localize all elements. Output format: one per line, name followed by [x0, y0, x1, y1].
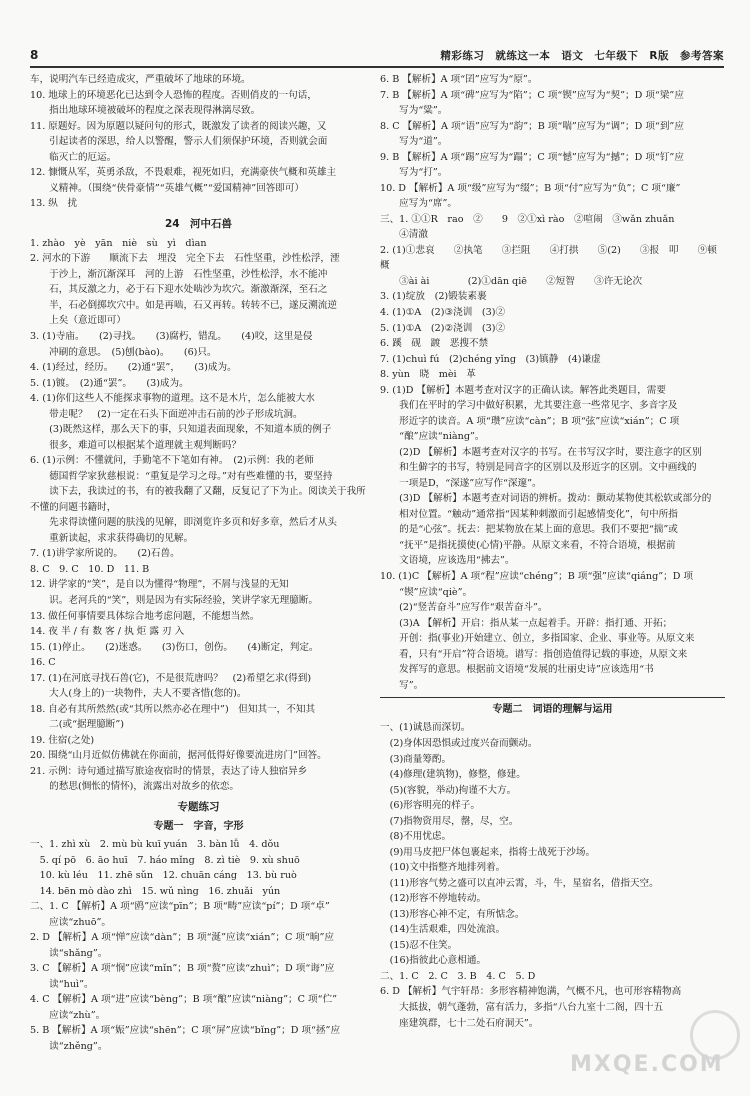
- answer-line: 一、1. zhì xù 2. mù bù kuī yuán 3. bàn lǚ 4. dǒu: [30, 839, 280, 851]
- answer-line: 12. 讲学家的“笑”，是自以为懂得“物理”，不屑与浅显的无知: [30, 579, 289, 591]
- answer-line: 6. 蹊 砚 踱 恶搜不禁: [380, 338, 489, 350]
- answer-line: 指出地球环境被破坏的程度之深表现得淋漓尽致。: [30, 105, 261, 117]
- answer-line: 带走呢？ (2)一定在石头下面逆冲击石前的沙子形成坑洞。: [30, 408, 303, 420]
- answer-line: 20. 围绕“山月近似仿佛就在你面前，据河低得好像要流进房门”回答。: [30, 750, 327, 762]
- answer-line: 应写为“席”。: [380, 198, 457, 210]
- page-header: [30, 48, 724, 66]
- answer-line: 1. zhào yè yān niè sù yì dìan: [30, 237, 207, 249]
- answer-line: 开创：指(事业)开始建立、创立，多指国家、企业、事业等。从原文来: [380, 633, 695, 645]
- section-heading-topic2: 专题二 词语的理解与运用: [492, 704, 613, 716]
- answer-line: (4)修理(建筑物)，修整，修建。: [380, 769, 526, 781]
- answer-line: 12. 慷慨从军，英勇杀敌，不畏艰难，视死如归，充满豪侠气概和英雄主: [30, 167, 337, 179]
- watermark-text: MXQE.COM: [570, 1052, 724, 1077]
- answers-block-a: [30, 72, 367, 212]
- answer-line: “酿”应读“niàng”。: [380, 431, 485, 443]
- answer-line: 座建筑群，七十二处石府洞天”。: [380, 1017, 539, 1029]
- answer-line: (6)形容明亮的样子。: [380, 800, 480, 812]
- answer-line: 8. yùn 晓 mèi 革: [380, 369, 476, 381]
- answer-line: 义精神。（围绕“侠骨豪情”“英雄气概”“爱国精神”回答即可）: [30, 182, 305, 194]
- answer-line: (2)D 【解析】本题考查对汉字的书写。在书写汉字时，要注意字的区别: [380, 446, 702, 458]
- answer-line: (14)生活艰难，四处流浪。: [380, 924, 506, 936]
- answer-line: 三、1. ①①R rao ② 9 ②①xì rào ②喧闹 ③wǎn zhuǎn: [380, 213, 675, 225]
- answer-line: 发挥写的意思。根据前文语境“发展的壮丽史诗”应该选用“书: [380, 664, 654, 676]
- answer-line: 重新读起，求求获得确切的见解。: [30, 532, 194, 544]
- section-heading-topic1: 专题一 字音，字形: [153, 820, 244, 832]
- answer-line: 7. B 【解析】A 项“碑”应写为“陷”；C 项“锲”应写为“契”；D 项“梁”应: [380, 89, 684, 101]
- answer-line: (10)文中指整齐地排列着。: [380, 862, 506, 874]
- answer-line: 4. C 【解析】A 项“进”应读“bèng”；B 项“酿”应读“niàng”；C 项“伫”: [30, 994, 338, 1006]
- answer-line: 于沙上，渐沉渐深耳 河的上游 石性坚重，沙性松浮，水不能冲: [30, 268, 328, 280]
- answer-line: 看，只有“开启”符合语境。谱写：指创造值得记载的事迹，从原文来: [380, 648, 688, 660]
- answer-line: 16. C: [30, 657, 56, 669]
- answer-line: 13. 做任何事情要具体综合地考虑问题，不能想当然。: [30, 610, 260, 622]
- answer-line: 5. B 【解析】A 项“娠”应读“shēn”；C 项“屏”应读“bǐng”；D 项“拯”应: [30, 1025, 341, 1037]
- watermark: [560, 1040, 740, 1090]
- answer-line: 相对位置。“触动”通常指“因某种刺激而引起感情变化”，句中所指: [380, 508, 678, 520]
- answers-block-c: [30, 837, 367, 1054]
- answer-line: 7. (1)讲学家所说的。 (2)石兽。: [30, 548, 180, 560]
- topic-divider: [380, 697, 725, 698]
- answer-line: 读“huì”。: [30, 978, 94, 990]
- answer-line: 和生僻字的书写，特别是同音字的区别以及形近字的区别。文中画线的: [380, 462, 697, 474]
- answer-line: 的愁思(惆怅的情怀)，流露出对故乡的依恋。: [30, 781, 239, 793]
- answer-line: (3)既然这样，那么天下的事，只知道表面现象，不知道本质的例子: [30, 424, 332, 436]
- answer-line: 2. 河水的下游 顺流下去 埋没 完全下去 石性坚重，沙性松浮，湮: [30, 253, 340, 265]
- answer-line: 14. 夜 半 / 有 数 客 / 执 炬 露 刃 入: [30, 626, 185, 638]
- answer-line: 8. C 【解析】A 项“语”应写为“韵”；B 项“喘”应写为“调”；D 项“到”应: [380, 120, 684, 132]
- answer-line: 6. D 【解析】气宇轩昂：多形容精神饱满，气概不凡，也可形容精物高: [380, 986, 682, 998]
- answer-line: 识。老河兵的“笑”，则是因为有实际经验，笑讲学家无理臆断。: [30, 595, 319, 606]
- answer-line: 写”。: [380, 679, 424, 691]
- answer-line: 19. 住宿(之处): [30, 734, 95, 746]
- answer-line: (11)形容气势之盛可以直冲云霄，斗，牛，星宿名，借指天空。: [380, 877, 659, 889]
- answer-line: 4. (1)你们这些人不能探求事物的道理。这不是木片，怎么能被大水: [30, 393, 315, 405]
- answer-line: “抚平”是指抚摸使(心情)平静。从原文来看，不符合语境，根据前: [380, 539, 676, 551]
- answer-line: 9. (1)D 【解析】本题考查对汉字的正确认读。解答此类题目，需要: [380, 384, 666, 396]
- answer-line: 18. 自必有其所然然(或“其所以然亦必在理中”) 但知其一，不知其: [30, 703, 316, 715]
- answer-line: 7. (1)chuì fú (2)chéng yǐng (3)镇静 (4)谦虚: [380, 353, 601, 365]
- answer-line: 17. (1)在河底寻找石兽(它)，不是很荒唐吗？ (2)希望乞求(得到): [30, 672, 312, 684]
- answer-line: 临灭亡的厄运。: [30, 151, 117, 163]
- answer-line: 德国哲学家狄慈根说：“重复是学习之母。”对有些难懂的书，要坚持: [30, 470, 333, 482]
- header-rule: [30, 66, 724, 68]
- answer-line: 写为“道”。: [380, 136, 448, 148]
- answer-line: (5)(容貌，举动)拘谨不大方。: [380, 784, 517, 796]
- answer-line: 我们在平时的学习中做好积累，尤其要注意一些常见字、多音字及: [380, 400, 678, 412]
- answer-line: 10. D 【解析】A 项“级”应写为“缀”；B 项“付”应写为“负”；C 项“廉”: [380, 182, 681, 194]
- answer-line: 写为“打”。: [380, 167, 448, 179]
- answers-block-e: [380, 720, 725, 1031]
- answer-line: 3. (1)寺庙。 (2)寻找。 (3)腐朽，错乱。 (4)咬，这里是侵: [30, 330, 313, 342]
- answer-line: 10. kù léu 11. zhē sǔn 12. chuān cáng 13. bù ruò: [30, 870, 297, 882]
- answer-line: 6. (1)示例：不懂就问，手勤笔不下笔如有神。 (2)示例：我的老师: [30, 455, 315, 467]
- section-heading-practice: 专题练习: [177, 800, 220, 813]
- right-column: [380, 72, 736, 1082]
- answer-line: 形近字的读音。A 项“瓒”应读“càn”；B 项“弦”应读“xián”；C 项: [380, 415, 680, 427]
- answer-line: 5. qí pō 6. āo huī 7. háo mǐng 8. zì tiè 9. xù shuō: [30, 854, 300, 866]
- answer-line: (3)D 【解析】本题考查对词语的辨析。拨动：颤动某物使其松软或部分的: [380, 493, 712, 505]
- answer-line: 读“shǎng”。: [30, 947, 108, 959]
- answer-line: 2. (1)①悲哀 ②执笔 ③拦阻 ④打拱 ⑤(2) ③报 叩 ⑨顿 概: [380, 244, 736, 272]
- answer-line: 车，说明汽车已经造成灾，严重破坏了地球的环境。: [30, 74, 251, 85]
- answer-line: 先求得读懂问题的肤浅的见解，即浏览许多页和好多章，然后才从头: [30, 517, 337, 529]
- answer-line: (15)忍不住笑。: [380, 939, 458, 951]
- answer-line: 9. B 【解析】A 项“踢”应写为“蹋”；C 项“憾”应写为“撼”；D 项“钉”应: [380, 151, 684, 163]
- answer-line: 二(或“据理臆断”): [30, 719, 125, 731]
- answer-line: ④清澈: [380, 229, 428, 241]
- answer-line: (3)A 【解析】开启：指从某一点起着手。开辟：指打通、开拓；: [380, 617, 673, 629]
- answer-line: 的是“心弦”。抚去：把某物放在某上面的意思。我们不要把“揣”或: [380, 524, 678, 536]
- answer-line: (8)不用忧虑。: [380, 831, 452, 843]
- answer-line: 写为“粱”。: [380, 105, 448, 117]
- answer-line: 大抵拔，朝气蓬勃，富有活力，多指“八台九室十二阁，四十五: [380, 1002, 664, 1013]
- answer-line: (16)指彼此心意相通。: [380, 955, 487, 967]
- answer-line: (9)用马皮把尸体包裹起来，指将士战死于沙场。: [380, 846, 596, 858]
- answer-line: 半，石必倒掷坎穴中。如是再啮，石又再转。转转不已，遂反溯流逆: [30, 299, 337, 311]
- answer-line: 引起读者的深思，给人以警醒，警示人们须保护环境，否则就会面: [30, 136, 328, 148]
- running-title: 精彩练习 就练这一本 语文 七年级下 R版 参考答案: [440, 50, 724, 62]
- answer-line: 二、1. C 2. C 3. B 4. C 5. D: [380, 970, 536, 982]
- answer-line: (12)形容不停地转动。: [380, 893, 487, 905]
- answer-line: 读下去，我读过的书，有的被我翻了又翻，反复记了下为止。阅读关于我所不懂的问题书籍时，: [30, 486, 366, 513]
- answer-line: 石，其反激之力，必于石下迎水处啮沙为坎穴。渐激渐深，至石之: [30, 284, 328, 296]
- answer-line: 10. (1)C 【解析】A 项“程”应读“chéng”；B 项“强”应读“qiáng”；D 项: [380, 571, 694, 582]
- answer-line: 3. C 【解析】A 项“悯”应读“mǐn”；B 项“赘”应读“zhuì”；D 项“诲”应: [30, 963, 335, 975]
- answer-line: (7)指物资用尽，罄，尽，空。: [380, 815, 519, 827]
- section-heading-24: 24 河中石兽: [164, 217, 233, 230]
- answers-block-d: [380, 72, 736, 693]
- answer-line: (2)“竖苦奋斗”应写作“艰苦奋斗”。: [380, 602, 548, 614]
- answer-line: 10. 地球上的环境恶化已达到令人恐怖的程度。否则俏皮的一句话，: [30, 89, 317, 101]
- answer-line: 文语境，应该选用“拂去”。: [380, 555, 515, 567]
- answer-line: (13)形容心神不定，有所惦念。: [380, 908, 525, 920]
- answer-line: 8. C 9. C 10. D 11. B: [30, 563, 150, 575]
- answer-line: 5. (1)①A (2)②浇训 (3)②: [380, 322, 506, 334]
- answer-line: 14. bēn mò dào zhì 15. wǔ nìng 16. zhuǎi yún: [30, 885, 281, 897]
- answer-line: 冲刷的意思。 (5)刨(bào)。 (6)只。: [30, 346, 217, 358]
- answer-line: 11. 原题好。因为原题以疑问句的形式，既激发了读者的阅读兴趣，又: [30, 120, 327, 132]
- answer-line: 一项是D，“深遂”应写作“深邃”。: [380, 477, 542, 489]
- answer-line: ③ài ài (2)①dān qiē ②短智 ③许无论次: [380, 275, 643, 287]
- answer-line: 很多，难道可以根据某个道理就主观判断吗？: [30, 439, 242, 451]
- left-column: [30, 72, 367, 1082]
- answer-line: 上矣（意近即可）: [30, 315, 126, 327]
- answer-line: (3)商量筹酌。: [380, 753, 452, 765]
- answer-line: 应读“zhuō”。: [30, 916, 111, 928]
- answer-line: 应读“zhù”。: [30, 1009, 106, 1021]
- answer-line: 4. (1)经过，经历。 (2)通“罢”， (3)成为。: [30, 362, 237, 374]
- answer-line: 5. (1)镀。 (2)通“罢”。 (3)成为。: [30, 377, 189, 389]
- answer-line: (2)身体因恐惧或过度兴奋而颤动。: [380, 737, 538, 749]
- answer-line: 6. B 【解析】A 项“囝”应写为“原”。: [380, 74, 538, 85]
- answer-line: 13. 纵 扰: [30, 198, 78, 210]
- answers-block-b: [30, 236, 367, 795]
- answer-line: “锲”应读“qiè”。: [380, 586, 473, 598]
- answer-line: 21. 示例：诗句通过描写旅途夜宿时的情景，表达了诗人独宿异乡: [30, 765, 308, 777]
- answer-line: 二、1. C 【解析】A 项“鸥”应读“pīn”；B 项“畴”应读“pí”；D 项“卓”: [30, 901, 330, 913]
- answer-line: 2. D 【解析】A 项“惮”应读“dàn”；B 项“涎”应读“xián”；C 项“晌”应: [30, 932, 334, 944]
- answer-line: 3. (1)绽放 (2)锻装素裹: [380, 291, 487, 303]
- answer-line: 一、(1)诚恳而深切。: [380, 722, 471, 734]
- answer-line: 15. (1)停止。 (2)迷惑。 (3)伤口，创伤。 (4)断定，判定。: [30, 641, 319, 653]
- answer-line: 读“zhěng”。: [30, 1041, 108, 1052]
- answer-line: 大人(身上的)一块物件，夫人不要吝惜(您的)。: [30, 688, 247, 700]
- answer-line: 4. (1)①A (2)③浇训 (3)②: [380, 306, 506, 318]
- page-number: 8: [30, 48, 39, 62]
